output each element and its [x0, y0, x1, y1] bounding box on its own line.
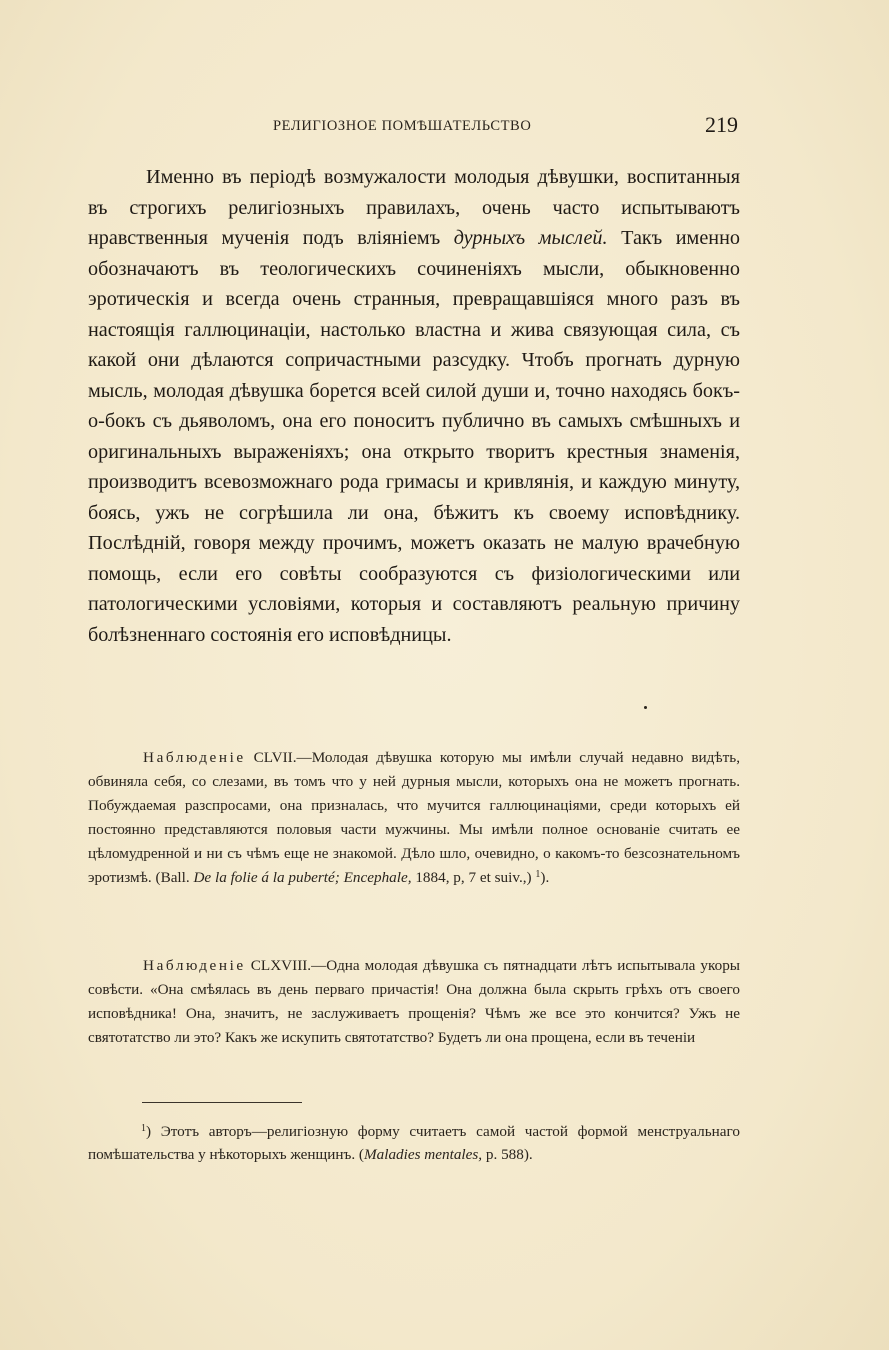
- main-text-part1: Именно въ періодѣ возмужалости молодыя дѣвушки, воспитанныя въ строгихъ религіозныхъ правилахъ, очень часто испытываютъ нравственныя мученія подъ вліяніемъ: [88, 166, 740, 249]
- footnote-citation: Maladies mentales,: [363, 1146, 483, 1163]
- main-paragraph: [88, 162, 740, 650]
- observation-citation-tail: 1884, p, 7 et suiv.,): [411, 869, 536, 886]
- footnote-citation-tail: p. 588).: [482, 1146, 533, 1163]
- observation-citation: De la folie á la puberté; Encephale,: [193, 869, 412, 886]
- observation-text: —Одна молодая дѣвушка съ пятнадцати лѣтъ испытывала укоры совѣсти. «Она смѣялась въ день перваго причастія! Она должна была скрыть грѣхъ отъ своего исповѣдника! Она, значитъ, не заслуживаетъ прощенія? Чѣмъ же все это кончится? Ужъ не святотатство ли это? Какъ же искупить святотатство? Будетъ ли она прощена, если въ теченіи: [88, 957, 741, 1046]
- observation-168: [88, 954, 740, 1050]
- observation-number: CLVII.: [245, 749, 297, 766]
- observation-text: —Молодая дѣвушка которую мы имѣли случай недавно видѣть, обвиняла себя, со слезами, въ томъ что у ней дурныя мысли, которыхъ она не можетъ прогнать. Побуждаемая разспросами, она призналась, что мучится галлюцинаціями, среди которыхъ ей постоянно представляются половыя части мужчины. Мы имѣли полное основаніе считать ее цѣломудренной и ни съ чѣмъ еще не знакомой. Дѣло шло, очевидно, о какомъ-то безсознательномъ эротизмѣ. (Ball.: [88, 749, 740, 886]
- footnote-marker-close: ): [146, 1123, 152, 1140]
- footnote-reference: 1: [535, 869, 541, 880]
- footnote-marker: 1: [141, 1123, 146, 1134]
- observation-label: Наблюденіе: [143, 957, 246, 974]
- stray-dot: [644, 706, 647, 709]
- footnote-rule: [142, 1102, 302, 1103]
- page-header: [88, 112, 738, 142]
- page-number: 219: [705, 112, 738, 137]
- observation-number: CLXVIII.: [245, 957, 312, 974]
- main-text-part2: Такъ именно обозначаютъ въ теологическихъ сочиненіяхъ мысли, обыкновенно эротическія и всегда очень странныя, превращавшіяся много разъ въ настоящія галлюцинаціи, настолько властна и жива связующая сила, съ какой они дѣлаются сопричастными разсудку. Чтобъ прогнать дурную мысль, молодая дѣвушка борется всей силой души и, точно находясь бокъ-о-бокъ съ дьяволомъ, она его поноситъ публично въ самыхъ смѣшныхъ и оригинальныхъ выраженіяхъ; она открыто творитъ крестныя знаменія, производитъ всевозможнаго рода гримасы и кривлянія, и каждую минуту, боясь, ужъ не согрѣшила ли она, бѣжитъ къ своему исповѣднику. Послѣдній, говоря между прочимъ, можетъ оказать не малую врачебную помощь, если его совѣты сообразуются съ физіологическими или патологическими условіями, которыя и составляютъ реальную причину болѣзненнаго состоянія его исповѣдницы.: [88, 227, 740, 646]
- observation-label: Наблюденіе: [143, 749, 246, 766]
- footnote-text: Этотъ авторъ—религіозную форму считаетъ самой частой формой менструальнаго помѣшательства у нѣкоторыхъ женщинъ. (: [88, 1123, 740, 1163]
- main-text-italic: дурныхъ мыслей.: [453, 227, 608, 249]
- footnote: [88, 1120, 740, 1166]
- running-title: РЕЛИГІОЗНОЕ ПОМѢШАТЕЛЬСТВО: [273, 118, 532, 134]
- observation-157: [88, 746, 740, 890]
- observation-end: ).: [540, 869, 550, 886]
